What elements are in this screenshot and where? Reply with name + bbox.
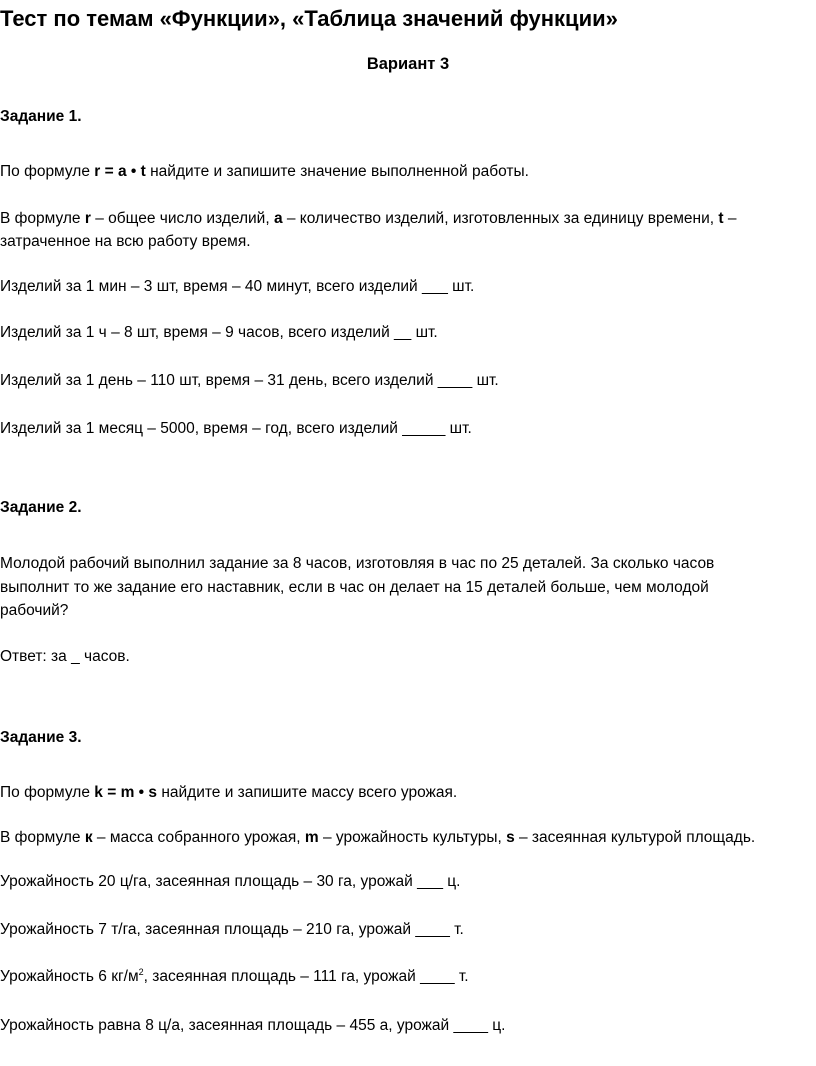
task1-formula: r = a • t xyxy=(94,163,146,180)
task1-item: Изделий за 1 день – 110 шт, время – 31 день, всего изделий ____ шт. xyxy=(0,372,499,389)
task2-heading: Задание 2. xyxy=(0,499,82,516)
task3-item: Урожайность равна 8 ц/а, засеянная площадь – 455 а, урожай ____ ц. xyxy=(0,1017,506,1034)
task3-formula: k = m • s xyxy=(94,784,158,801)
task2-answer: Ответ: за _ часов. xyxy=(0,648,130,665)
task3-intro: По формуле k = m • s найдите и запишите массу всего урожая. xyxy=(0,784,458,801)
superscript-2: 2 xyxy=(138,966,144,977)
task3-item: Урожайность 7 т/га, засеянная площадь – 210 га, урожай ____ т. xyxy=(0,921,464,938)
task3-item: Урожайность 6 $кг/м^2$, засеянная площадь – 111 га, урожай ____ т. xyxy=(0,966,469,985)
task2-text-line: выполнит то же задание его наставник, если в час он делает на 15 деталей больше, чем молодой xyxy=(0,579,709,596)
task1-item: Изделий за 1 ч – 8 шт, время – 9 часов, всего изделий __ шт. xyxy=(0,324,438,341)
task3-item: Урожайность 20 ц/га, засеянная площадь – 30 га, урожай ___ ц. xyxy=(0,873,461,890)
task1-definition: В формуле r – общее число изделий, а – количество изделий, изготовленных за единицу времени, t – xyxy=(0,210,737,227)
task1-item: Изделий за 1 мин – 3 шт, время – 40 минут, всего изделий ___ шт. xyxy=(0,278,475,295)
task3-definition: В формуле к – масса собранного урожая, m – урожайность культуры, s – засеянная культурой площадь. xyxy=(0,829,756,846)
task3-heading: Задание 3. xyxy=(0,729,82,746)
task2-text-line: Молодой рабочий выполнил задание за 8 часов, изготовляя в час по 25 деталей. За сколько часов xyxy=(0,555,715,572)
task1-definition-cont: затраченное на всю работу время. xyxy=(0,233,251,250)
task2-text-line: рабочий? xyxy=(0,602,69,619)
task1-intro: По формуле r = a • t найдите и запишите значение выполненной работы. xyxy=(0,163,529,180)
task1-item: Изделий за 1 месяц – 5000, время – год, всего изделий _____ шт. xyxy=(0,420,472,437)
page-title: Тест по темам «Функции», «Таблица значений функции» xyxy=(0,6,618,31)
task1-heading: Задание 1. xyxy=(0,108,82,125)
variant-heading: Вариант 3 xyxy=(366,55,450,73)
